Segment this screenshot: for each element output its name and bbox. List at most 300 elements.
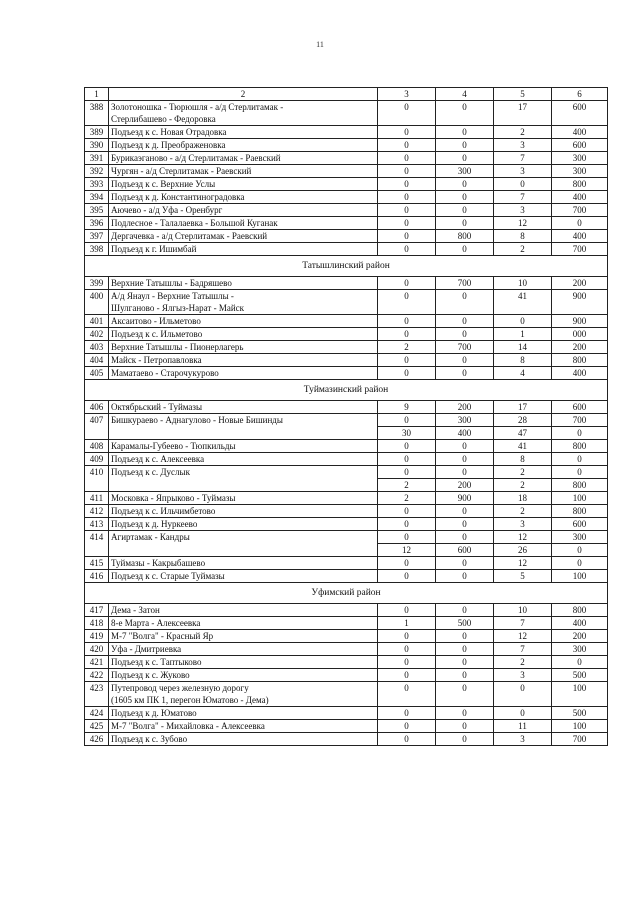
road-name-line: Подъезд к с. Верхние Услы [111, 179, 216, 189]
road-name-line: Московка - Япрыково - Туймазы [111, 493, 236, 503]
value-col-3: 0 [378, 733, 436, 746]
value-col-3: 0 [378, 204, 436, 217]
value-col-3: 0 [378, 518, 436, 531]
value-col-6: 600 [552, 401, 608, 414]
road-name [109, 139, 378, 152]
value-col-4: 0 [436, 682, 494, 707]
value-col-3: 0 [378, 328, 436, 341]
value-col-3: 0 [378, 643, 436, 656]
value-col-6: 200 [552, 630, 608, 643]
road-name-line: Подъезд к с. Ильметово [111, 329, 203, 339]
row-number: 419 [85, 630, 109, 643]
value-col-4: 0 [436, 707, 494, 720]
road-name [109, 656, 378, 669]
table-row [85, 656, 608, 669]
value-col-6: 400 [552, 191, 608, 204]
value-col-3: 0 [378, 165, 436, 178]
value-col-4: 0 [436, 328, 494, 341]
table-row [85, 126, 608, 139]
value-col-4: 0 [436, 178, 494, 191]
road-name-line: Золотоношка - Тюрюшля - а/д Стерлитамак - [111, 102, 284, 112]
value-col-6: 400 [552, 617, 608, 630]
road-name [109, 101, 378, 126]
road-name [109, 720, 378, 733]
value-col-5: 1 [494, 328, 552, 341]
row-number: 413 [85, 518, 109, 531]
road-name [109, 643, 378, 656]
value-col-5: 7 [494, 152, 552, 165]
value-col-6: 200 [552, 277, 608, 290]
table-row [85, 466, 608, 479]
value-col-3: 0 [378, 178, 436, 191]
road-name [109, 315, 378, 328]
value-col-6: 100 [552, 492, 608, 505]
road-name [109, 557, 378, 570]
value-col-4: 700 [436, 341, 494, 354]
row-number: 412 [85, 505, 109, 518]
road-name-line: Дема - Затон [111, 605, 160, 615]
value-col-3: 0 [378, 191, 436, 204]
road-name-line: Туймазы - Какрыбашево [111, 558, 206, 568]
value-col-3: 0 [378, 557, 436, 570]
value-col-6: 600 [552, 139, 608, 152]
road-name [109, 466, 378, 492]
value-col-5: 2 [494, 505, 552, 518]
table-row [85, 341, 608, 354]
table-row [85, 204, 608, 217]
value-col-5: 4 [494, 367, 552, 380]
table-row [85, 217, 608, 230]
value-col-5: 28 [494, 414, 552, 427]
road-name [109, 492, 378, 505]
row-number: 409 [85, 453, 109, 466]
row-number: 420 [85, 643, 109, 656]
row-number: 392 [85, 165, 109, 178]
value-col-3: 0 [378, 230, 436, 243]
road-name-line: Подъезд к д. Константиноградовка [111, 192, 245, 202]
value-col-3: 0 [378, 707, 436, 720]
road-name [109, 230, 378, 243]
table-row [85, 557, 608, 570]
value-col-4: 0 [436, 367, 494, 380]
road-name [109, 328, 378, 341]
road-name-line: Подъезд к с. Старые Туймазы [111, 571, 225, 581]
table-row [85, 328, 608, 341]
value-col-3: 0 [378, 414, 436, 427]
value-col-4: 0 [436, 101, 494, 126]
road-name-line: Майск - Петропавловка [111, 355, 202, 365]
road-name [109, 669, 378, 682]
table-row [85, 682, 608, 707]
value-col-5: 7 [494, 643, 552, 656]
value-col-5: 2 [494, 126, 552, 139]
road-name [109, 617, 378, 630]
road-name-line: Подъезд к с. Алексеевка [111, 454, 205, 464]
table-row [85, 440, 608, 453]
value-col-6: 800 [552, 604, 608, 617]
road-name-line: Бурикаэганово - а/д Стерлитамак - Раевский [111, 153, 281, 163]
value-col-6: 900 [552, 290, 608, 315]
value-col-6: 0 [552, 557, 608, 570]
road-name [109, 178, 378, 191]
table-row [85, 505, 608, 518]
value-col-6: 100 [552, 682, 608, 707]
row-number: 414 [85, 531, 109, 557]
road-name-line: М-7 "Волга" - Красный Яр [111, 631, 214, 641]
road-name-line: Подъезд к с. Ильчимбетово [111, 506, 216, 516]
value-col-6: 000 [552, 328, 608, 341]
row-number: 417 [85, 604, 109, 617]
road-register-table [84, 87, 608, 746]
row-number: 396 [85, 217, 109, 230]
value-col-3: 0 [378, 669, 436, 682]
road-name [109, 217, 378, 230]
value-col-5: 3 [494, 139, 552, 152]
row-number: 422 [85, 669, 109, 682]
value-col-5: 11 [494, 720, 552, 733]
value-col-4: 300 [436, 414, 494, 427]
road-name [109, 401, 378, 414]
row-number: 424 [85, 707, 109, 720]
value-col-3: 0 [378, 315, 436, 328]
road-name-line: Чургян - а/д Стерлитамак - Раевский [111, 166, 252, 176]
district-section-row [85, 380, 608, 401]
value-col-5: 8 [494, 453, 552, 466]
row-number: 421 [85, 656, 109, 669]
value-col-4: 0 [436, 557, 494, 570]
value-col-3: 0 [378, 720, 436, 733]
road-name-line: М-7 "Волга" - Михайловка - Алексеевка [111, 721, 265, 731]
row-number: 388 [85, 101, 109, 126]
road-name-line: Стерлибашево - Федоровка [111, 114, 216, 124]
row-number: 411 [85, 492, 109, 505]
road-name [109, 707, 378, 720]
value-col-4: 0 [436, 191, 494, 204]
table-row [85, 492, 608, 505]
value-col-3: 12 [378, 544, 436, 557]
value-col-5: 12 [494, 557, 552, 570]
district-section-row [85, 256, 608, 277]
row-number: 410 [85, 466, 109, 492]
value-col-5: 8 [494, 354, 552, 367]
value-col-6: 300 [552, 643, 608, 656]
value-col-5: 10 [494, 604, 552, 617]
road-name [109, 290, 378, 315]
table-row [85, 453, 608, 466]
row-number: 393 [85, 178, 109, 191]
value-col-6: 100 [552, 720, 608, 733]
value-col-5: 8 [494, 230, 552, 243]
row-number: 426 [85, 733, 109, 746]
table-row [85, 531, 608, 544]
table-row [85, 367, 608, 380]
value-col-3: 2 [378, 492, 436, 505]
value-col-4: 0 [436, 290, 494, 315]
road-name [109, 733, 378, 746]
value-col-5: 7 [494, 617, 552, 630]
value-col-5: 3 [494, 733, 552, 746]
row-number: 425 [85, 720, 109, 733]
value-col-4: 0 [436, 204, 494, 217]
table-row [85, 277, 608, 290]
value-col-3: 0 [378, 277, 436, 290]
table-row [85, 139, 608, 152]
value-col-3: 0 [378, 630, 436, 643]
road-name-line: Октябрьский - Туймазы [111, 402, 202, 412]
value-col-5: 41 [494, 440, 552, 453]
value-col-6: 0 [552, 427, 608, 440]
value-col-4: 0 [436, 531, 494, 544]
value-col-6: 0 [552, 453, 608, 466]
value-col-3: 9 [378, 401, 436, 414]
table-row [85, 230, 608, 243]
value-col-4: 0 [436, 518, 494, 531]
header-cell: 4 [436, 88, 494, 101]
table-row [85, 152, 608, 165]
district-section-row [85, 583, 608, 604]
road-name-line: 8-е Марта - Алексеевка [111, 618, 201, 628]
value-col-5: 0 [494, 707, 552, 720]
value-col-6: 0 [552, 544, 608, 557]
road-name [109, 453, 378, 466]
table-row [85, 243, 608, 256]
row-number: 390 [85, 139, 109, 152]
road-name-line: Подъезд к г. Ишимбай [111, 244, 197, 254]
value-col-3: 30 [378, 427, 436, 440]
table-row [85, 518, 608, 531]
value-col-5: 17 [494, 101, 552, 126]
header-cell: 3 [378, 88, 436, 101]
value-col-3: 0 [378, 440, 436, 453]
value-col-4: 0 [436, 656, 494, 669]
district-title: Уфимский район [85, 583, 608, 604]
road-name-line: Подъезд к с. Новая Отрадовка [111, 127, 227, 137]
row-number: 416 [85, 570, 109, 583]
road-name [109, 165, 378, 178]
table-row [85, 630, 608, 643]
row-number: 418 [85, 617, 109, 630]
road-name-line: Аючево - а/д Уфа - Оренбург [111, 205, 223, 215]
value-col-4: 0 [436, 315, 494, 328]
value-col-3: 0 [378, 531, 436, 544]
value-col-6: 100 [552, 570, 608, 583]
value-col-3: 2 [378, 341, 436, 354]
value-col-5: 17 [494, 401, 552, 414]
value-col-5: 5 [494, 570, 552, 583]
road-name-line: Уфа - Дмитриевка [111, 644, 182, 654]
value-col-4: 0 [436, 505, 494, 518]
road-name-line: Бишкураево - Аднагулово - Новые Бишинды [111, 415, 283, 425]
value-col-4: 300 [436, 165, 494, 178]
value-col-6: 400 [552, 126, 608, 139]
value-col-6: 700 [552, 733, 608, 746]
table-row [85, 178, 608, 191]
value-col-6: 500 [552, 669, 608, 682]
road-name-line: Верхние Татышлы - Пионерлагерь [111, 342, 244, 352]
value-col-5: 3 [494, 204, 552, 217]
value-col-4: 0 [436, 217, 494, 230]
value-col-3: 0 [378, 139, 436, 152]
row-number: 398 [85, 243, 109, 256]
value-col-5: 7 [494, 191, 552, 204]
value-col-5: 47 [494, 427, 552, 440]
road-name-line: Верхние Татышлы - Бадряшево [111, 278, 232, 288]
value-col-4: 200 [436, 401, 494, 414]
road-name-line: (1605 км ПК 1, перегон Юматово - Дема) [111, 695, 269, 705]
road-name-line: Подъезд к с. Дуслык [111, 467, 190, 477]
table-row [85, 401, 608, 414]
value-col-4: 0 [436, 453, 494, 466]
value-col-3: 0 [378, 126, 436, 139]
value-col-4: 0 [436, 643, 494, 656]
value-col-6: 700 [552, 204, 608, 217]
road-name [109, 204, 378, 217]
value-col-5: 2 [494, 243, 552, 256]
road-name-line: Подъезд к д. Нуркеево [111, 519, 198, 529]
road-name [109, 414, 378, 440]
value-col-5: 0 [494, 682, 552, 707]
header-cell: 2 [109, 88, 378, 101]
value-col-4: 0 [436, 466, 494, 479]
table-row [85, 570, 608, 583]
value-col-4: 0 [436, 630, 494, 643]
road-name [109, 682, 378, 707]
road-name-line: Дергачевка - а/д Стерлитамак - Раевский [111, 231, 268, 241]
value-col-6: 300 [552, 165, 608, 178]
table-row [85, 315, 608, 328]
value-col-5: 12 [494, 217, 552, 230]
value-col-5: 14 [494, 341, 552, 354]
value-col-6: 800 [552, 479, 608, 492]
road-name-line: Шулганово - Ялгыз-Нарат - Майск [111, 303, 245, 313]
value-col-5: 26 [494, 544, 552, 557]
value-col-5: 12 [494, 630, 552, 643]
value-col-3: 0 [378, 354, 436, 367]
road-name [109, 505, 378, 518]
value-col-4: 0 [436, 604, 494, 617]
road-name [109, 243, 378, 256]
road-name-line: Подъезд к с. Таптыково [111, 657, 202, 667]
value-col-4: 600 [436, 544, 494, 557]
road-name [109, 531, 378, 557]
value-col-4: 0 [436, 139, 494, 152]
page-number: 11 [316, 40, 324, 49]
value-col-6: 500 [552, 707, 608, 720]
value-col-6: 800 [552, 440, 608, 453]
road-name-line: Подъезд к с. Зубово [111, 734, 188, 744]
row-number: 389 [85, 126, 109, 139]
road-name [109, 630, 378, 643]
value-col-5: 2 [494, 466, 552, 479]
table-row [85, 733, 608, 746]
value-col-6: 800 [552, 354, 608, 367]
value-col-6: 200 [552, 341, 608, 354]
road-name-line: Маматаево - Старочукурово [111, 368, 219, 378]
road-name [109, 367, 378, 380]
value-col-3: 0 [378, 101, 436, 126]
value-col-6: 0 [552, 217, 608, 230]
value-col-4: 900 [436, 492, 494, 505]
value-col-6: 800 [552, 178, 608, 191]
value-col-4: 0 [436, 669, 494, 682]
value-col-3: 0 [378, 682, 436, 707]
row-number: 405 [85, 367, 109, 380]
value-col-4: 0 [436, 570, 494, 583]
row-number: 423 [85, 682, 109, 707]
row-number: 399 [85, 277, 109, 290]
road-name-line: Подъезд к д. Преображеновка [111, 140, 226, 150]
value-col-3: 0 [378, 217, 436, 230]
value-col-3: 0 [378, 604, 436, 617]
value-col-5: 10 [494, 277, 552, 290]
value-col-5: 2 [494, 479, 552, 492]
table-row [85, 643, 608, 656]
district-title: Татышлинский район [85, 256, 608, 277]
road-name [109, 518, 378, 531]
table-row [85, 720, 608, 733]
road-name-line: Аксаитово - Ильметово [111, 316, 201, 326]
value-col-4: 0 [436, 243, 494, 256]
table-row [85, 165, 608, 178]
value-col-5: 2 [494, 656, 552, 669]
road-name-line: Путепровод через железную дорогу [111, 683, 249, 693]
road-name [109, 440, 378, 453]
value-col-6: 400 [552, 367, 608, 380]
value-col-3: 0 [378, 152, 436, 165]
value-col-4: 800 [436, 230, 494, 243]
table-row [85, 191, 608, 204]
value-col-3: 0 [378, 453, 436, 466]
value-col-3: 2 [378, 479, 436, 492]
header-cell: 1 [85, 88, 109, 101]
row-number: 415 [85, 557, 109, 570]
value-col-6: 0 [552, 656, 608, 669]
row-number: 406 [85, 401, 109, 414]
value-col-5: 3 [494, 518, 552, 531]
value-col-4: 700 [436, 277, 494, 290]
value-col-3: 0 [378, 367, 436, 380]
value-col-4: 0 [436, 733, 494, 746]
table-row [85, 290, 608, 315]
value-col-3: 0 [378, 466, 436, 479]
row-number: 404 [85, 354, 109, 367]
road-name [109, 191, 378, 204]
value-col-6: 300 [552, 152, 608, 165]
value-col-4: 200 [436, 479, 494, 492]
value-col-5: 41 [494, 290, 552, 315]
table-row [85, 414, 608, 427]
value-col-3: 0 [378, 290, 436, 315]
row-number: 395 [85, 204, 109, 217]
value-col-6: 800 [552, 505, 608, 518]
road-name [109, 341, 378, 354]
value-col-4: 0 [436, 720, 494, 733]
value-col-5: 3 [494, 669, 552, 682]
district-title: Туймазинский район [85, 380, 608, 401]
value-col-3: 0 [378, 570, 436, 583]
road-name [109, 570, 378, 583]
value-col-5: 18 [494, 492, 552, 505]
header-cell: 6 [552, 88, 608, 101]
road-name-line: Подъезд к с. Жуково [111, 670, 190, 680]
row-number: 408 [85, 440, 109, 453]
value-col-6: 600 [552, 101, 608, 126]
road-name [109, 152, 378, 165]
value-col-3: 0 [378, 656, 436, 669]
value-col-4: 400 [436, 427, 494, 440]
road-name [109, 126, 378, 139]
row-number: 401 [85, 315, 109, 328]
